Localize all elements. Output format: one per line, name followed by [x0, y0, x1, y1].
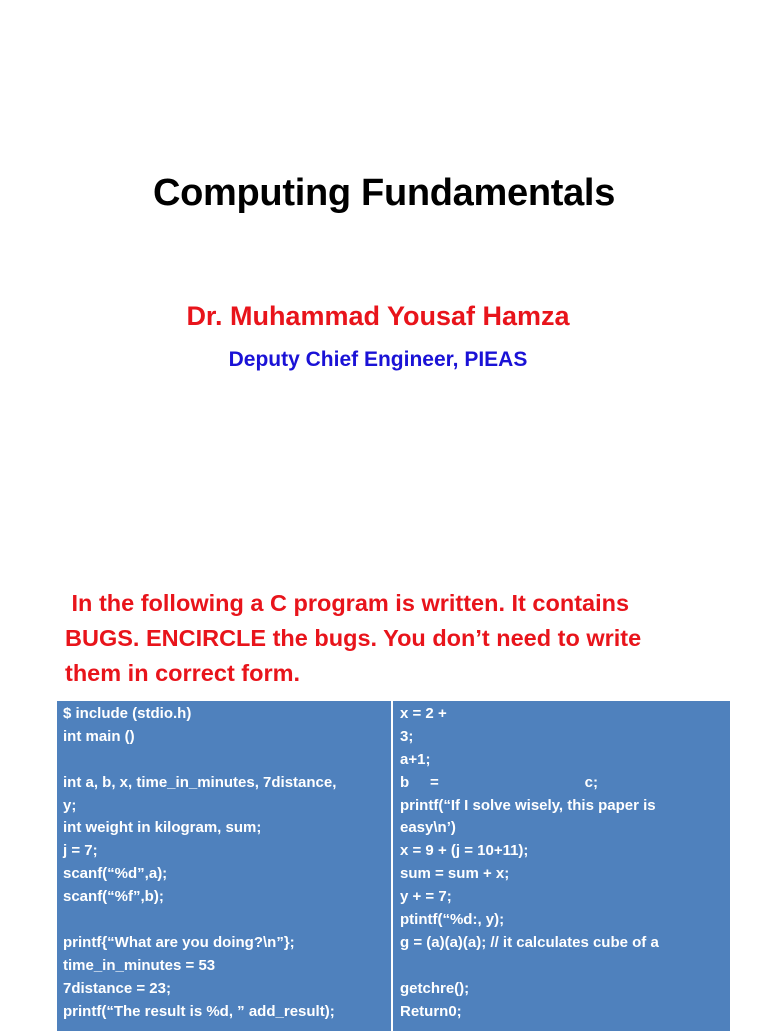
code-line: a+1; — [400, 750, 431, 768]
code-line: sum = sum + x; — [400, 865, 510, 883]
code-line: scanf(“%f”,b); — [63, 888, 164, 906]
code-line: y + = 7; — [400, 888, 452, 906]
code-line — [400, 955, 730, 978]
code-line: scanf(“%d”,a); — [63, 865, 168, 883]
author-name: Dr. Muhammad Yousaf Hamza — [186, 301, 570, 331]
code-line: int a, b, x, time_in_minutes, 7distance, — [63, 773, 337, 791]
code-line: getchre(); — [400, 979, 470, 997]
code-line: x = 2 + — [400, 705, 447, 722]
instructions-line: In the following a C program is written. It contains — [65, 590, 630, 616]
slide-title: Computing Fundamentals — [152, 172, 616, 214]
code-line: printf{“What are you doing?\n”}; — [63, 933, 295, 951]
code-line — [63, 749, 391, 772]
code-line: int main () — [63, 727, 135, 745]
code-line: easy\n’) — [400, 819, 456, 837]
code-line: 7distance = 23; — [63, 979, 171, 997]
code-line: time_in_minutes = 53 — [63, 956, 216, 974]
code-line: Return0; — [400, 1002, 462, 1020]
code-table — [57, 701, 730, 1031]
code-line: int weight in kilogram, sum; — [63, 819, 262, 837]
code-line: y; — [63, 796, 77, 814]
code-line: ptintf(“%d:, y); — [400, 911, 505, 929]
code-line: g = (a)(a)(a); // it calculates cube of a — [400, 933, 659, 951]
code-line: j = 7; — [63, 842, 98, 860]
code-line: $ include (stdio.h) — [63, 705, 192, 722]
code-line: b = c; — [400, 773, 598, 791]
code-line: x = 9 + (j = 10+11); — [400, 842, 529, 860]
code-column-left — [57, 701, 393, 1031]
code-line: 3; — [400, 727, 414, 745]
instructions-line: them in correct form. — [65, 660, 301, 686]
question-instructions — [65, 586, 755, 691]
instructions-line: BUGS. ENCIRCLE the bugs. You don’t need to write — [65, 625, 642, 651]
author-affiliation: Deputy Chief Engineer, PIEAS — [228, 348, 528, 371]
code-line: printf(“If I solve wisely, this paper is — [400, 796, 656, 814]
code-line: printf(“The result is %d, ” add_result); — [63, 1002, 335, 1020]
code-column-right — [393, 701, 730, 1031]
code-line — [63, 909, 391, 932]
